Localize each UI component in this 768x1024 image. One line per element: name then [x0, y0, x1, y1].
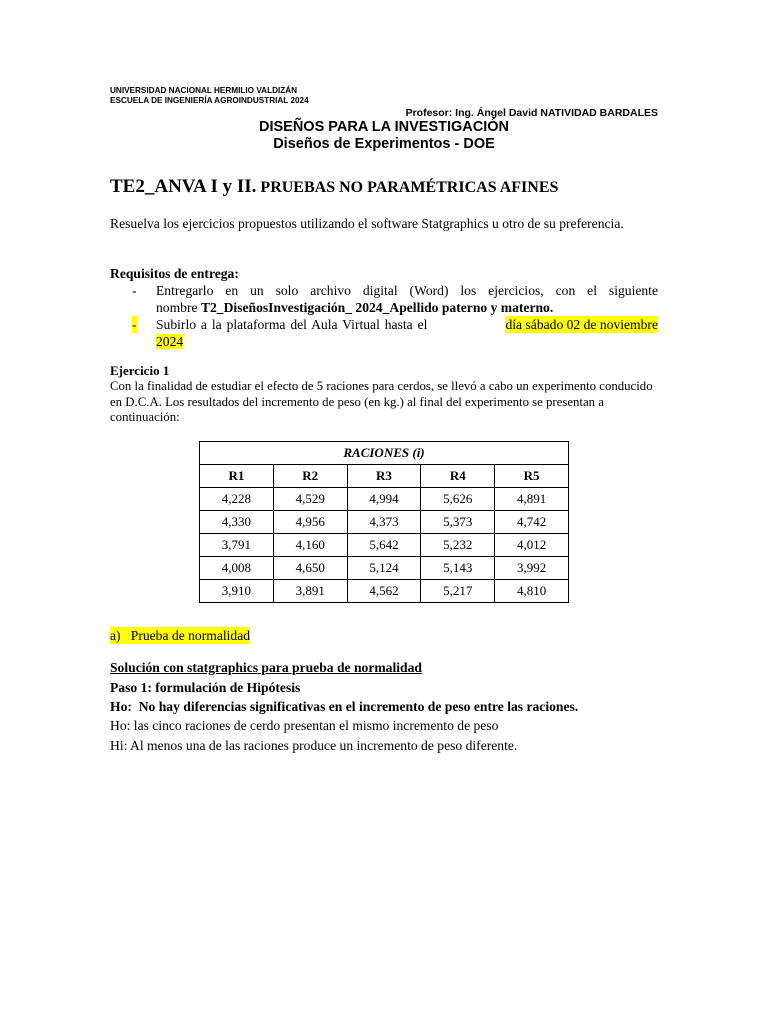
- table-cell: 4,012: [495, 534, 569, 557]
- assignment-title-code: TE2_ANVA I y II.: [110, 176, 257, 197]
- school-name: ESCUELA DE INGENIERÍA AGROINDUSTRIAL 2024: [110, 96, 309, 105]
- professor-name: Profesor: Ing. Ángel David NATIVIDAD BARDALES: [405, 107, 658, 119]
- table-cell: 4,956: [273, 511, 347, 534]
- requirement-2-line1: [156, 316, 658, 333]
- rations-table: [199, 441, 569, 603]
- table-cell: 5,626: [421, 488, 495, 511]
- table-cell: 4,330: [200, 511, 274, 534]
- table-header-row: [200, 465, 569, 488]
- table-cell: 4,891: [495, 488, 569, 511]
- solution-heading: Solución con statgraphics para prueba de normalidad: [110, 660, 422, 675]
- requirement-1-name-label: nombre: [156, 300, 201, 315]
- requirement-2-deadline: día sábado 02 de noviembre: [505, 317, 658, 332]
- null-hypothesis: Ho: las cinco raciones de cerdo presentan el mismo incremento de peso: [110, 718, 499, 733]
- requirement-1-bullet: -: [132, 283, 137, 298]
- table-row: [200, 488, 569, 511]
- table-cell: 4,373: [347, 511, 421, 534]
- null-hypothesis-bold: Ho: No hay diferencias significativas en el incremento de peso entre las raciones.: [110, 699, 579, 714]
- requirement-1-line2: [156, 299, 553, 316]
- table-cell: 5,124: [347, 557, 421, 580]
- requirement-2-bullet: -: [132, 317, 137, 332]
- table-cell: 5,232: [421, 534, 495, 557]
- requirement-1-line1: Entregarlo en un solo archivo digital (Word) los ejercicios, con el siguiente: [156, 283, 658, 298]
- table-caption-row: [200, 442, 569, 465]
- table-cell: 3,891: [273, 580, 347, 603]
- requirement-2-line2: [156, 333, 183, 350]
- assignment-title: [110, 176, 558, 198]
- item-a-normality-test: a) Prueba de normalidad: [110, 628, 251, 643]
- requirement-2-year: 2024: [156, 334, 184, 349]
- instructions-text: Resuelva los ejercicios propuestos utilizando el software Statgraphics u otro de su preferencia.: [110, 216, 624, 231]
- table-cell: 4,008: [200, 557, 274, 580]
- document-title: DISEÑOS PARA LA INVESTIGACIÓN: [258, 119, 509, 135]
- table-cell: 5,373: [421, 511, 495, 534]
- exercise-text: Con la finalidad de estudiar el efecto de 5 raciones para cerdos, se llevó a cabo un experimento conducido en D.C.A. Los resultados del incremento de peso (en kg.) al final del experimento se presentan a continuación:: [110, 379, 653, 424]
- table-cell: 5,642: [347, 534, 421, 557]
- table-row: [200, 557, 569, 580]
- table-cell: 5,217: [421, 580, 495, 603]
- table-cell: 4,160: [273, 534, 347, 557]
- table-cell: 3,992: [495, 557, 569, 580]
- table-cell: 3,910: [200, 580, 274, 603]
- column-header-r2: R2: [273, 465, 347, 488]
- assignment-title-rest: PRUEBAS NO PARAMÉTRICAS AFINES: [256, 179, 559, 196]
- table-cell: 4,529: [273, 488, 347, 511]
- column-header-r1: R1: [200, 465, 274, 488]
- alternative-hypothesis: Hi: Al menos una de las raciones produce un incremento de peso diferente.: [110, 738, 518, 753]
- table-cell: 4,994: [347, 488, 421, 511]
- table-cell: 4,228: [200, 488, 274, 511]
- column-header-r4: R4: [421, 465, 495, 488]
- table-row: [200, 511, 569, 534]
- table-row: [200, 534, 569, 557]
- requirement-2-text: Subirlo a la plataforma del Aula Virtual hasta el: [156, 317, 433, 332]
- requirement-1-filename: T2_DiseñosInvestigación_ 2024_Apellido paterno y materno.: [200, 300, 554, 315]
- table-caption: RACIONES (i): [200, 442, 569, 465]
- table-cell: 4,650: [273, 557, 347, 580]
- table-row: [200, 580, 569, 603]
- table-cell: 4,810: [495, 580, 569, 603]
- exercise-heading: Ejercicio 1: [110, 363, 170, 378]
- table-cell: 3,791: [200, 534, 274, 557]
- table-cell: 5,143: [421, 557, 495, 580]
- table-cell: 4,742: [495, 511, 569, 534]
- document-subtitle: Diseños de Experimentos - DOE: [273, 136, 495, 152]
- university-name: UNIVERSIDAD NACIONAL HERMILIO VALDIZÁN: [110, 86, 298, 95]
- column-header-r3: R3: [347, 465, 421, 488]
- column-header-r5: R5: [495, 465, 569, 488]
- table-cell: 4,562: [347, 580, 421, 603]
- step-1-heading: Paso 1: formulación de Hipótesis: [110, 680, 301, 695]
- requirements-heading: Requisitos de entrega:: [110, 266, 239, 281]
